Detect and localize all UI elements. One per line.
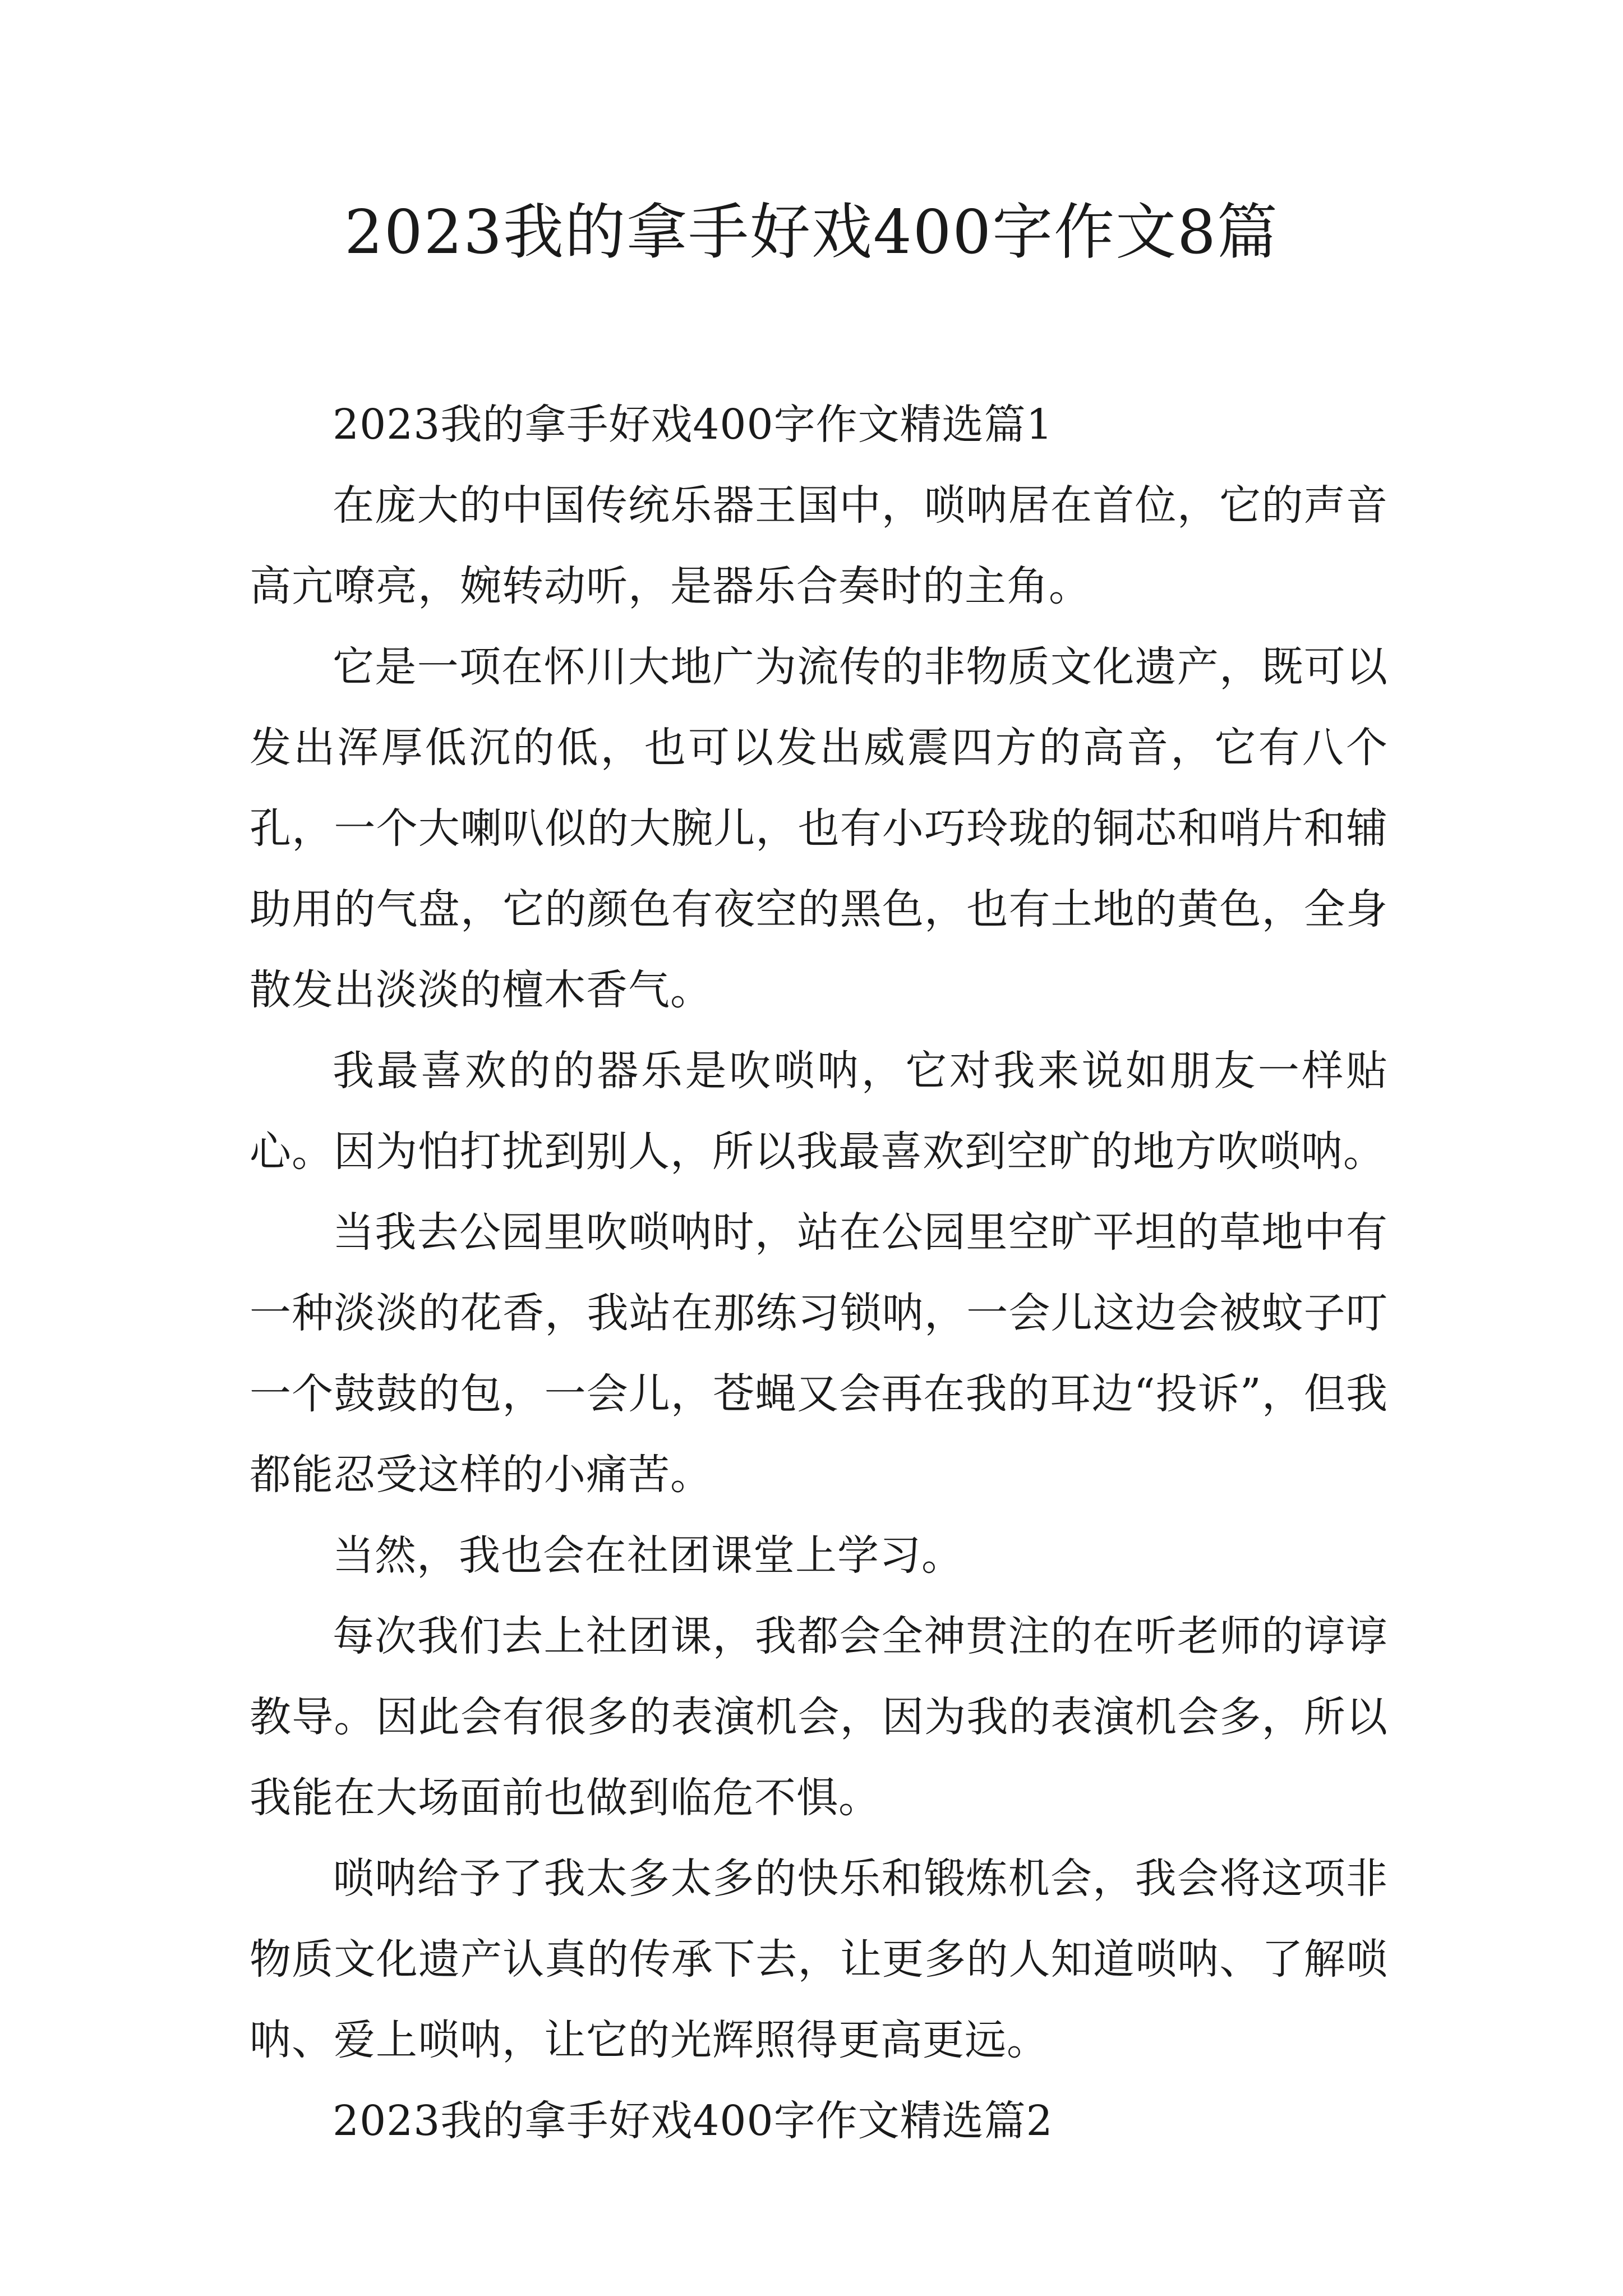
paragraph: 我最喜欢的的器乐是吹唢呐，它对我来说如朋友一样贴心。因为怕打扰到别人，所以我最喜欢到空旷的地方吹唢呐。 — [250, 1047, 1388, 1176]
document-body — [250, 384, 1388, 2161]
section-heading-1: 2023我的拿手好戏400字作文精选篇1 — [333, 401, 1053, 449]
paragraph: 当我去公园里吹唢呐时，站在公园里空旷平坦的草地中有一种淡淡的花香，我站在那练习锁呐，一会儿这边会被蚊子叮一个鼓鼓的包，一会儿，苍蝇又会再在我的耳边“投诉”，但我都能忍受这样的小痛苦。 — [250, 1208, 1388, 1499]
paragraph: 它是一项在怀川大地广为流传的非物质文化遗产，既可以发出浑厚低沉的低，也可以发出威震四方的高音，它有八个孔，一个大喇叭似的大腕儿，也有小巧玲珑的铜芯和哨片和辅助用的气盘，它的颜色有夜空的黑色，也有土地的黄色，全身散发出淡淡的檀木香气。 — [250, 643, 1388, 1014]
section-heading-2: 2023我的拿手好戏400字作文精选篇2 — [333, 2097, 1053, 2145]
document-title: 2023我的拿手好戏400字作文8篇 — [344, 197, 1279, 268]
paragraph: 每次我们去上社团课，我都会全神贯注的在听老师的谆谆教导。因此会有很多的表演机会，因为我的表演机会多，所以我能在大场面前也做到临危不惧。 — [250, 1612, 1388, 1822]
paragraph: 在庞大的中国传统乐器王国中，唢呐居在首位，它的声音高亢嘹亮，婉转动听，是器乐合奏时的主角。 — [250, 481, 1388, 610]
paragraph: 当然，我也会在社团课堂上学习。 — [333, 1531, 963, 1580]
paragraph: 唢呐给予了我太多太多的快乐和锻炼机会，我会将这项非物质文化遗产认真的传承下去，让更多的人知道唢呐、了解唢呐、爱上唢呐，让它的光辉照得更高更远。 — [250, 1855, 1388, 2064]
